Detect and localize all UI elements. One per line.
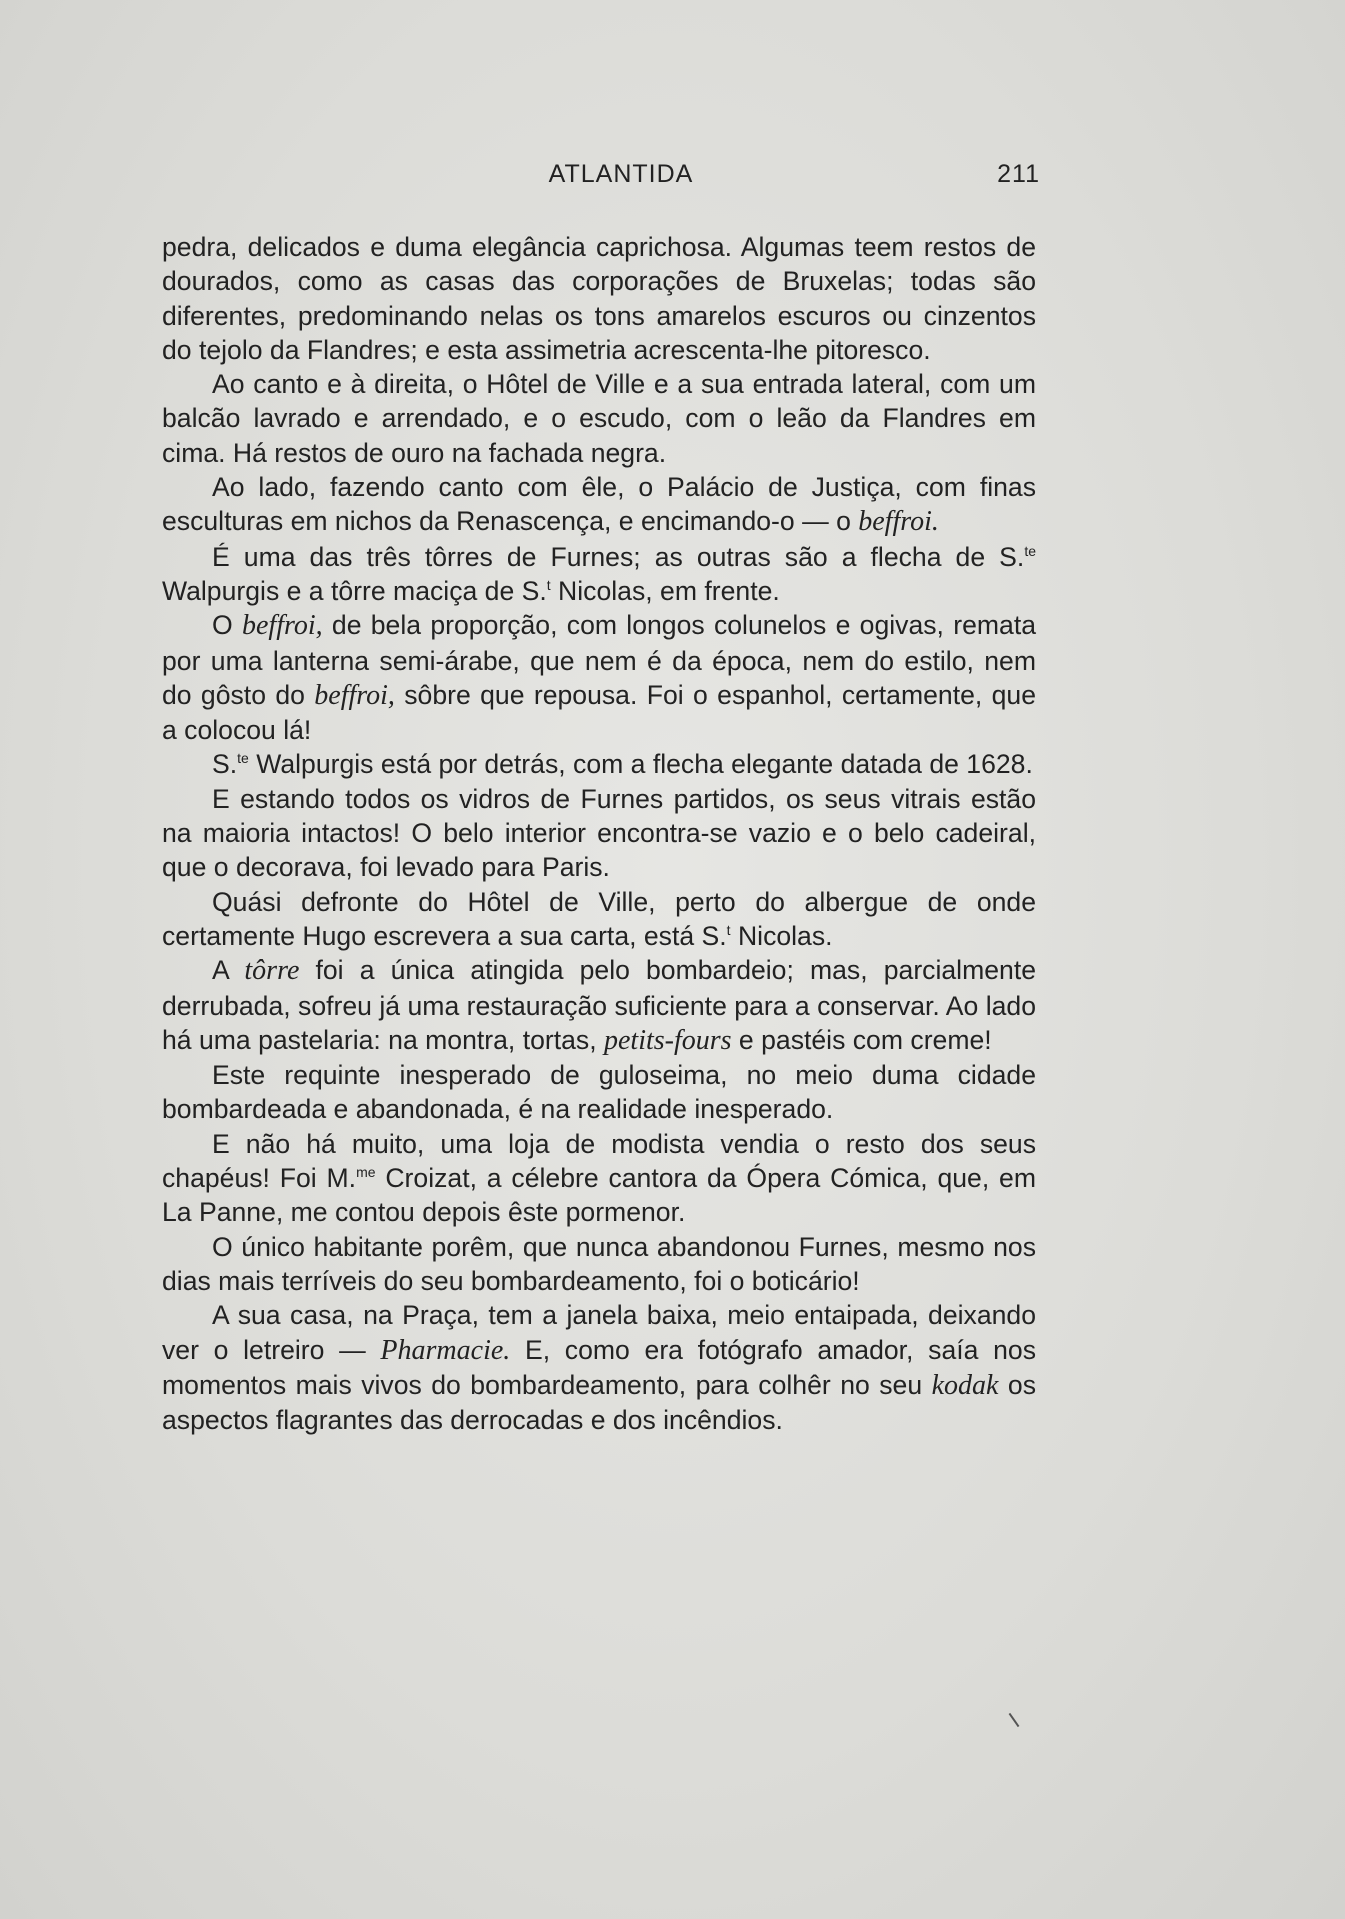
text-run: E estando todos os vidros de Furnes partidos, os seus vitrais estão na maioria intactos! O belo interior encontra-se vazio e o belo cadeiral, que o decorava, foi levado para Paris. — [162, 783, 1036, 883]
text-run: Walpurgis está por detrás, com a flecha elegante datada de 1628. — [248, 749, 1033, 780]
text-run: Nicolas. — [730, 920, 833, 951]
text-run: E não há muito, uma loja de modista vendia o resto dos seus chapéus! Foi M. — [162, 1128, 1036, 1194]
text-run: A — [212, 955, 245, 986]
italic-term: beffroi, — [241, 610, 323, 642]
paragraph — [162, 470, 1036, 540]
superscript-abbrev: t — [726, 921, 731, 938]
italic-term: tôrre — [244, 955, 300, 987]
superscript-abbrev: me — [356, 1164, 376, 1181]
text-run: os aspectos flagrantes das derrocadas e dos incêndios. — [162, 1369, 1036, 1436]
paragraph — [162, 953, 1036, 1058]
text-run: Walpurgis e a tôrre maciça de S. — [162, 575, 547, 606]
italic-term: Pharmacie. — [380, 1334, 511, 1366]
print-speck — [1009, 1713, 1020, 1727]
paragraph — [162, 1298, 1036, 1437]
paragraph — [162, 1127, 1036, 1230]
text-run: Ao lado, fazendo canto com êle, o Palácio de Justiça, com finas esculturas em nichos da Renascença, e encimando-o — o — [162, 472, 1036, 537]
text-run: O único habitante porêm, que nunca abandonou Furnes, mesmo nos dias mais terríveis do seu bombardeamento, foi o boticário! — [162, 1231, 1036, 1296]
paragraph — [162, 747, 1036, 781]
text-run: E, como era fotógrafo amador, saía nos momentos mais vivos do bombardeamento, para colhêr no seu — [162, 1334, 1036, 1400]
superscript-abbrev: t — [546, 576, 551, 593]
text-run: sôbre que repousa. Foi o espanhol, certamente, que a colocou lá! — [162, 679, 1036, 746]
italic-term: beffroi, — [314, 679, 395, 711]
paragraph — [162, 608, 1036, 747]
running-head — [162, 160, 1040, 196]
text-run: Nicolas, em frente. — [550, 575, 780, 606]
paragraph — [162, 782, 1036, 885]
paragraph — [162, 1230, 1036, 1299]
text-run: A sua casa, na Praça, tem a janela baixa, meio entaipada, deixando ver o letreiro — — [162, 1300, 1036, 1365]
superscript-abbrev: te — [237, 750, 249, 767]
text-run: S. — [212, 749, 238, 780]
paragraph — [162, 1058, 1036, 1127]
text-run: Quási defronte do Hôtel de Ville, perto do albergue de onde certamente Hugo escrevera a sua carta, está S. — [162, 886, 1036, 951]
paragraph — [162, 367, 1036, 470]
text-run: É uma das três tôrres de Furnes; as outras são a flecha de S. — [212, 541, 1025, 572]
text-run: Este requinte inesperado de guloseima, no meio duma cidade bombardeada e abandonada, é na realidade inesperado. — [162, 1060, 1036, 1125]
running-title: ATLANTIDA — [548, 160, 694, 188]
text-run: de bela proporção, com longos colunelos e ogivas, remata por uma lanterna semi-árabe, que nem é da época, nem do estilo, nem do gôsto do — [162, 610, 1037, 710]
italic-term: kodak — [931, 1369, 999, 1401]
paragraph — [162, 230, 1036, 367]
page-number: 211 — [997, 160, 1040, 188]
text-run: Croizat, a célebre cantora da Ópera Cómica, que, em La Panne, me contou depois êste pormenor. — [162, 1163, 1037, 1228]
body-text — [162, 230, 1036, 1437]
superscript-abbrev: te — [1024, 542, 1036, 559]
text-run: foi a única atingida pelo bombardeio; mas, parcialmente derrubada, sofreu já uma restauração suficiente para a conservar. Ao lado há uma pastelaria: na montra, tortas, — [162, 955, 1036, 1055]
italic-term: beffroi. — [858, 506, 939, 538]
text-run: O — [212, 610, 242, 641]
text-run: e pastéis com creme! — [731, 1024, 992, 1055]
paragraph — [162, 540, 1036, 609]
text-run: pedra, delicados e duma elegância caprichosa. Algumas teem restos de dourados, como as casas das corporações de Bruxelas; todas são diferentes, predominando nelas os tons amarelos escuros ou cinzentos do tejolo da Flandres; e esta assimetria acrescenta-lhe pitoresco. — [162, 232, 1036, 365]
text-run: Ao canto e à direita, o Hôtel de Ville e a sua entrada lateral, com um balcão lavrado e arrendado, e o escudo, com o leão da Flandres em cima. Há restos de ouro na fachada negra. — [162, 369, 1036, 468]
paragraph — [162, 885, 1036, 954]
italic-term: petits-fours — [603, 1024, 732, 1056]
